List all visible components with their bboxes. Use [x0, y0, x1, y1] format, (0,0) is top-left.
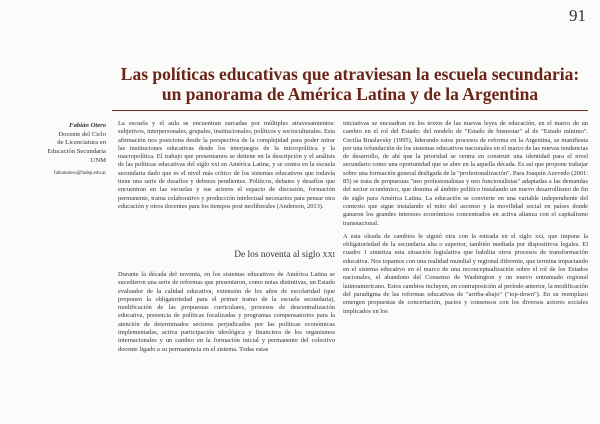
section-heading-text: De los noventa al siglo — [234, 250, 323, 260]
author-name: Fabián Otero — [69, 122, 106, 129]
author-block — [8, 122, 106, 178]
author-role-2: de Licenciatura en — [57, 139, 106, 147]
article-title-line-1: Las políticas educativas que atraviesan la escuela secundaria: — [120, 64, 580, 84]
article-title — [112, 64, 588, 104]
body-left-column — [118, 271, 335, 354]
article-title-line-2: un panorama de América Latina y de la Argentina — [161, 84, 539, 104]
title-rule — [112, 110, 588, 111]
author-role-3: Educación Secundaria — [47, 148, 106, 156]
author-email: fabianotero@fadep.edu.ar — [53, 170, 106, 176]
section-heading-century: xxi — [322, 250, 335, 260]
page-number: 91 — [569, 6, 586, 25]
intro-column — [118, 120, 335, 211]
body-right-column — [343, 120, 588, 316]
body-left-paragraph: Durante la década del noventa, en los sistemas educativos de América Latina se sucedieron una serie de reformas que presentaron, como notas distintivas, un Estado evaluador de la calidad educativa, extensión de los años de escolaridad (que proponen la obligatoriedad para el primer tramo de la escuela secundaria), modificación de las propuestas curriculares, procesos de descentralización educativa, presencia de políticas focalizadas y programas compensatorios para la atención de determinados sectores perjudicados por las políticas económicas implementadas, activa participación ideológica y financiera de los organismos internacionales y un cambio en la formación inicial y permanente del colectivo docente ligado a su permanencia en el sistema. Todas estas — [118, 271, 335, 353]
intro-paragraph: La escuela y el aula se encuentran surcadas por múltiples atravesamientos: subjetivos, interpersonales, grupales, institucionales, políticos y socioculturales. Esta afirmación nos posiciona desde la perspectiva de la complejidad para poder mirar las instituciones educativas desde los interjuegos de la micropolítica y la macropolítica. El trabajo que presentamos se detiene en la descripción y el análisis de las políticas educativas del siglo xxi en América Latina, y se centra en la escuela secundaria dado que es el nivel más crítico de los sistemas educativos que todavía tiene una serie de desafíos y deberes pendientes. Políticos, debates y desafíos que encuentran en las escuelas y sus actores el espacio de discusión, formación permanente, trama colaborativo y producción intelectual necesarios para pensar otra educación y otros docentes para los tiempos post neoliberales (Anderson, 2013). — [118, 120, 335, 210]
body-right-paragraph-1: iniciativas se encuadran en los textos de las nuevas leyes de educación, en el marco de un cambio en el rol del Estado: del modelo de "Estado de bienestar" al de "Estado mínimo". Cecilia Braslavsky (1995), liderando estos procesos de reforma en la Argentina, se manifiesta por una refundación de los sistemas educativos nacionales en el marco de las nuevas tendencias de desarrollo, de ahí que la prioridad se centra en construir una identidad para el nivel secundario como una oportunidad que se abre en la aquella década. Es así que propone trabajar sobre una formación general desligada de la "profesionalización". Para Joaquín Azevedo (2001: 85) se trata de propuestas "neo profesionalistas y neo funcionalistas" adaptadas a las demandas del sector económico, que domina al ámbito político instalando un nuevo desarrollismo de fin de siglo para América Latina. La educación se convierte en una variable independiente del contexto que sigue instalando el mito del ascenso y la movilidad social en países donde ganaron los grandes intereses económicos concentrados en activa alianza con el capitalismo transnacional. — [343, 120, 588, 227]
body-right-paragraph-2: A esta oleada de cambios le siguió otra con la entrada en el siglo xxi, que impone la obligatoriedad de la secundaria alta o superior, también mediada por dispositivos legales. El cuadro 1 sintetiza esta situación legislativa que habilita otros procesos de transformación educativa. Nos topamos con una realidad mundial y regional diferente, que termina impactando en el sistema educativo en el marco de una reconceptualización sobre el rol de los Estados nacionales, el abandono del Consenso de Washington y un nuevo entramado regional latinoamericano. Estos cambios incluyen, en contraposición al período anterior, la modificación del paradigma de las reformas educativas de "arriba-abajo" ("top-down"). En su reemplazo emergen propuestas de concertación, pactos y consensos con los diversos actores sociales implicados en los — [343, 232, 588, 315]
author-role-1: Docente del Ciclo — [58, 130, 106, 138]
section-heading — [118, 250, 335, 260]
author-org: UNM — [90, 156, 106, 164]
